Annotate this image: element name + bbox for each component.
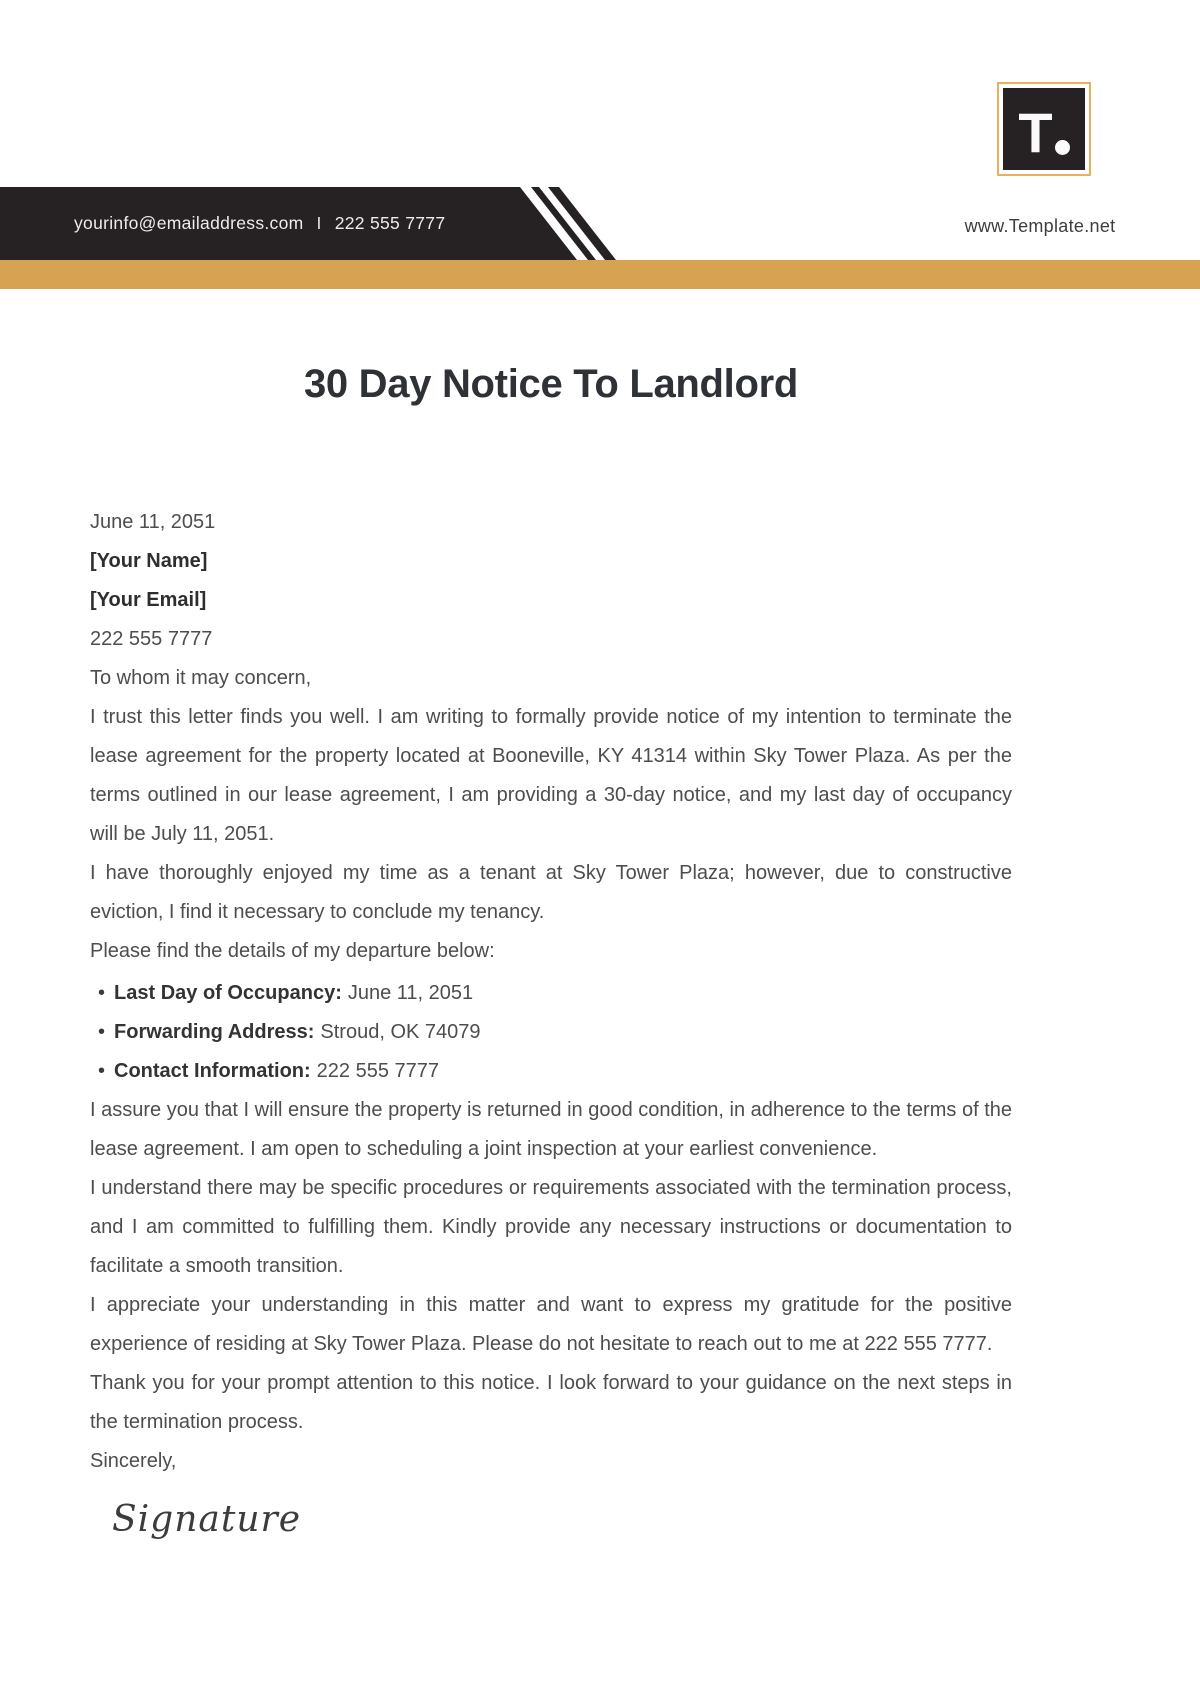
sender-name-placeholder: [Your Name]	[90, 550, 208, 572]
gold-accent-bar	[0, 260, 1200, 289]
detail-value: Stroud, OK 74079	[320, 1021, 481, 1043]
sender-phone: 222 555 7777	[90, 628, 213, 650]
detail-value: 222 555 7777	[316, 1060, 440, 1082]
detail-label: Forwarding Address:	[114, 1021, 315, 1043]
logo-dot-icon	[1055, 140, 1070, 155]
contact-separator: I	[316, 213, 322, 233]
template-logo	[997, 82, 1091, 176]
letter-paragraph: I have thoroughly enjoyed my time as a tenant at Sky Tower Plaza; however, due to constructive eviction, I find it necessary to conclude my tenancy.	[90, 862, 1012, 923]
contact-email: yourinfo@emailaddress.com	[74, 213, 304, 233]
contact-phone: 222 555 7777	[334, 213, 446, 233]
page-title: 30 Day Notice To Landlord	[303, 362, 799, 406]
salutation: To whom it may concern,	[90, 667, 312, 689]
letter-date: June 11, 2051	[90, 511, 216, 533]
detail-value: June 11, 2051	[347, 982, 474, 1004]
template-logo-square	[1003, 88, 1085, 170]
letter-paragraph: I assure you that I will ensure the property is returned in good condition, in adherence to the terms of the lease agreement. I am open to scheduling a joint inspection at your earliest convenience.	[90, 1099, 1012, 1160]
detail-label: Contact Information:	[114, 1060, 311, 1082]
letter-paragraph: Thank you for your prompt attention to this notice. I look forward to your guidance on the next steps in the termination process.	[90, 1372, 1012, 1433]
signoff: Sincerely,	[90, 1450, 177, 1472]
logo-letter: T	[1018, 101, 1052, 165]
details-intro: Please find the details of my departure below:	[90, 940, 495, 962]
sender-email-placeholder: [Your Email]	[90, 589, 207, 611]
letter-paragraph: I appreciate your understanding in this matter and want to express my gratitude for the positive experience of residing at Sky Tower Plaza. Please do not hesitate to reach out to me at 222 555 7777.	[90, 1294, 1012, 1355]
letter-paragraph: I understand there may be specific procedures or requirements associated with the termination process, and I am committed to fulfilling them. Kindly provide any necessary instructions or documentation to facilitate a smooth transition.	[90, 1177, 1012, 1277]
list-item	[98, 1052, 1012, 1091]
detail-label: Last Day of Occupancy:	[114, 982, 342, 1004]
contact-bar	[74, 187, 445, 260]
letter-paragraph: I trust this letter finds you well. I am writing to formally provide notice of my intention to terminate the lease agreement for the property located at Booneville, KY 41314 within Sky Tower Plaza. As per the terms outlined in our lease agreement, I am providing a 30-day notice, and my last day of occupancy will be July 11, 2051.	[90, 706, 1012, 845]
website-url: www.Template.net	[964, 216, 1116, 236]
letter-body	[90, 503, 1012, 1544]
departure-details-list	[90, 974, 1012, 1091]
signature: Signature	[112, 1499, 302, 1540]
list-item	[98, 974, 1012, 1013]
list-item	[98, 1013, 1012, 1052]
